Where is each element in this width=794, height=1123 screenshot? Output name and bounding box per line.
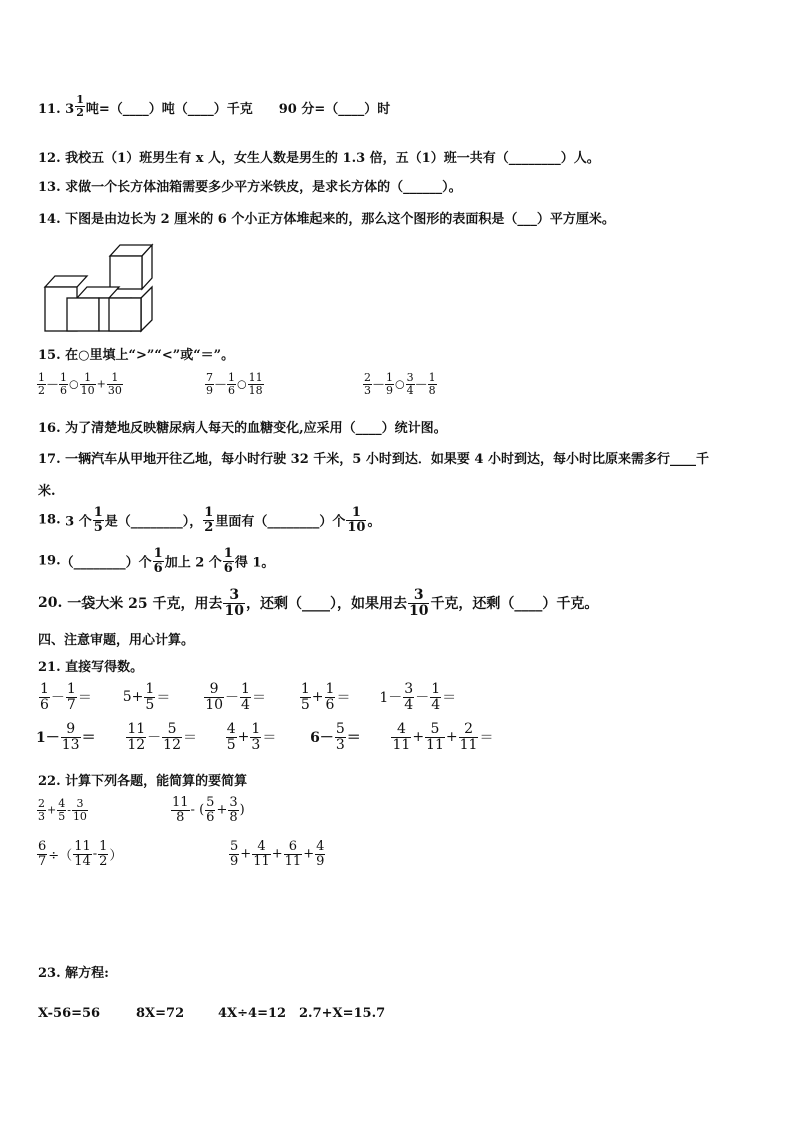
compare-expression-2: $\frac{7}{9}$ — $\frac{1}{6}$ ○ $\frac{11}{18}$ xyxy=(206,371,263,397)
question-22: 22. 计算下列各题，能简算的要简算 xyxy=(38,774,248,789)
equation-3: 4X÷4=12 xyxy=(218,1006,287,1021)
calc-expression-2: $\frac{11}{8}$ - ( $\frac{5}{6}$ + $\frac{3}{8}$ ) xyxy=(172,795,245,825)
calc-expression-3: $\frac{6}{7}$ ÷（ $\frac{11}{14}$ - $\frac{1}{2}$ ） xyxy=(38,839,123,869)
question-21: 21. 直接写得数。 xyxy=(38,660,144,675)
question-12: 12. 我校五（1）班男生有 x 人，女生人数是男生的 1.3 倍，五（1）班一共有（________）人。 xyxy=(38,151,600,166)
section-4-title: 四、注意审题，用心计算。 xyxy=(38,633,195,648)
calc-expression-4: $\frac{5}{9}$ + $\frac{4}{11}$ + $\frac{6}{11}$ + $\frac{4}{9}$ xyxy=(230,839,325,869)
question-23: 23. 解方程: xyxy=(38,966,109,981)
question-17: 17. 一辆汽车从甲地开往乙地，每小时行驶 32 千米，5 小时到达．如果要 4 小时到达，每小时比原来需多行____千 xyxy=(38,452,709,467)
question-16: 16. 为了清楚地反映糖尿病人每天的血糖变化,应采用（____）统计图。 xyxy=(38,421,447,436)
question-20: 20. 一袋大米 25 千克，用去 $\frac{3}{10}$ ，还剩（____），如果用去 $\frac{3}{10}$ 千克，还剩（____）千克。 xyxy=(38,587,599,619)
equation-2: 8X=72 xyxy=(136,1006,185,1021)
question-14: 14. 下图是由边长为 2 厘米的 6 个小正方体堆起来的，那么这个图形的表面积是（___）平方厘米。 xyxy=(38,212,615,227)
question-19: 19.（________）个 $\frac{1}{6}$ 加上 2 个 $\frac{1}{6}$ 得 1。 xyxy=(38,546,275,576)
mental-math-row-1: $\frac{1}{6}$ － $\frac{1}{7}$ ＝ 5+ $\frac{1}{5}$ ＝ $\frac{9}{10}$ － $\frac{1}{4}$ ＝ $\frac{1}{5}$ + $\frac{1}{6}$ ＝ 1－ $\frac{3}{4}$ － $\frac{1}{4}$ ＝ xyxy=(40,681,457,713)
question-11: 11. 3 $\frac{1}{2}$ 吨=（____）吨（____）千克 90 分=（____）时 xyxy=(38,93,391,119)
calc-expression-1: $\frac{2}{3}$ + $\frac{4}{5}$ - $\frac{3}{10}$ xyxy=(38,797,87,823)
question-15: 15. 在○里填上“>”“<”或“＝”。 xyxy=(38,348,235,363)
mental-math-row-2: 1－ $\frac{9}{13}$ ＝ $\frac{11}{12}$ － $\frac{5}{12}$ ＝ $\frac{4}{5}$ + $\frac{1}{3}$ ＝ 6－ $\frac{5}{3}$ ＝ $\frac{4}{11}$ + $\frac{5}{11}$ + $\frac{2}{11}$ ＝ xyxy=(36,721,494,753)
equation-1: X-56=56 xyxy=(38,1006,101,1021)
cube-stack-figure xyxy=(40,240,165,335)
question-18: 18. 3 个 $\frac{1}{5}$ 是（________）， $\frac{1}{2}$ 里面有（________）个 $\frac{1}{10}$ 。 xyxy=(38,505,381,535)
compare-expression-3: $\frac{2}{3}$ — $\frac{1}{9}$ ○ $\frac{3}{4}$ — $\frac{1}{8}$ xyxy=(364,371,436,397)
question-13: 13. 求做一个长方体油箱需要多少平方米铁皮，是求长方体的（______）。 xyxy=(38,180,462,195)
equation-4: 2.7+X=15.7 xyxy=(299,1006,386,1021)
compare-expression-1: $\frac{1}{2}$ — $\frac{1}{6}$ ○ $\frac{1}{10}$ + $\frac{1}{30}$ xyxy=(38,371,122,397)
question-17-continued: 米. xyxy=(38,484,56,499)
mixed-fraction: $\frac{1}{2}$ xyxy=(76,93,84,119)
